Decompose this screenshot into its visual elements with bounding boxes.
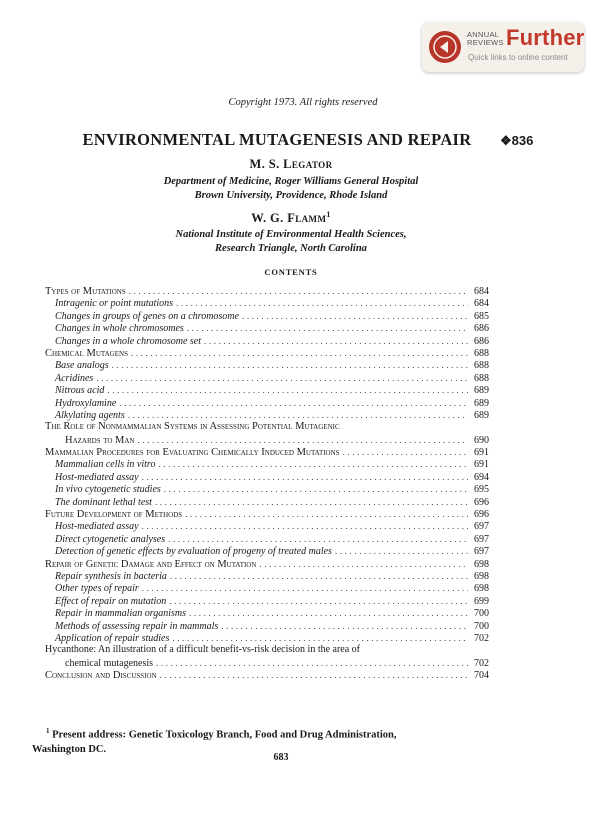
toc-entry-label: Changes in a whole chromosome set — [55, 335, 202, 347]
toc-entry[interactable] — [45, 620, 489, 632]
toc-entry[interactable] — [45, 545, 489, 557]
toc-entry-label: Chemical Mutagens — [45, 347, 128, 359]
toc-leader-dots — [96, 372, 468, 384]
badge-ar-line2: REVIEWS — [467, 38, 504, 47]
toc-entry-page: 690 — [474, 434, 489, 446]
toc-entry-page: 686 — [474, 323, 489, 335]
toc-entry[interactable] — [45, 471, 489, 483]
toc-entry-page: 697 — [474, 521, 489, 533]
toc-entry[interactable] — [45, 669, 489, 681]
toc-entry[interactable] — [45, 347, 489, 359]
toc-entry[interactable] — [45, 496, 489, 508]
badge-ar-line1: ANNUAL — [467, 30, 500, 39]
toc-entry-label: The dominant lethal test — [55, 496, 152, 508]
toc-entry[interactable] — [45, 372, 489, 384]
toc-entry-label: Repair synthesis in bacteria — [55, 570, 167, 582]
toc-leader-dots — [169, 595, 468, 607]
toc-entry[interactable] — [45, 310, 489, 322]
toc-entry-label: Effect of repair on mutation — [55, 595, 167, 607]
toc-entry-label: Alkylating agents — [55, 409, 125, 421]
toc-entry-label: The Role of Nonmammalian Systems in Assessing Potential Mutagenic — [45, 421, 340, 433]
author-1-name: M. S. Legator — [249, 157, 333, 171]
toc-leader-dots — [138, 434, 469, 446]
author-affiliation: National Institute of Environmental Health Sciences, — [175, 229, 407, 240]
toc-entry-label: Repair of Genetic Damage and Effect on Mutation — [45, 558, 257, 570]
toc-entry-label: Base analogs — [55, 360, 109, 372]
toc-entry-page: 688 — [474, 347, 489, 359]
toc-leader-dots — [112, 359, 468, 371]
toc-entry-page: 691 — [474, 447, 489, 459]
reference-number: ❖836 — [500, 133, 534, 148]
toc-entry[interactable] — [45, 397, 489, 409]
toc-entry[interactable] — [45, 508, 489, 520]
toc-entry[interactable] — [45, 409, 489, 421]
toc-entry[interactable] — [45, 520, 489, 532]
toc-leader-dots — [160, 669, 468, 681]
toc-entry[interactable] — [45, 434, 489, 446]
toc-leader-dots — [155, 496, 468, 508]
toc-entry[interactable] — [45, 595, 489, 607]
toc-entry-label: Direct cytogenetic analyses — [55, 533, 166, 545]
toc-leader-dots — [335, 545, 468, 557]
toc-entry-label: Mammalian cells in vitro — [55, 459, 156, 471]
author-2-name: W. G. Flamm — [251, 211, 327, 226]
toc-leader-dots — [221, 620, 468, 632]
toc-entry-page: 700 — [474, 608, 489, 620]
author-affiliation: Department of Medicine, Roger Williams General Hospital — [163, 176, 419, 187]
toc-entry[interactable] — [45, 533, 489, 545]
toc-entry-page: 698 — [474, 570, 489, 582]
toc-entry-page: 704 — [474, 670, 489, 682]
toc-leader-dots — [242, 310, 468, 322]
toc-leader-dots — [107, 384, 468, 396]
author-affiliation: Brown University, Providence, Rhode Island — [194, 190, 388, 201]
toc-entry[interactable] — [45, 446, 489, 458]
article-title: ENVIRONMENTAL MUTAGENESIS AND REPAIR — [82, 130, 472, 149]
table-of-contents — [45, 285, 489, 682]
toc-entry[interactable] — [45, 644, 489, 656]
toc-leader-dots — [129, 285, 468, 297]
toc-entry-label: Nitrous acid — [55, 385, 105, 397]
annual-reviews-logo-text — [467, 31, 504, 47]
toc-entry-label: Future Development of Methods — [45, 509, 183, 521]
toc-entry[interactable] — [45, 421, 489, 433]
toc-leader-dots — [204, 335, 468, 347]
badge-title: Further — [506, 25, 584, 50]
toc-entry[interactable] — [45, 582, 489, 594]
toc-leader-dots — [168, 533, 468, 545]
toc-leader-dots — [187, 322, 468, 334]
toc-entry-label: Host-mediated assay — [55, 521, 139, 533]
toc-entry-page: 702 — [474, 657, 489, 669]
toc-entry-page: 684 — [474, 298, 489, 310]
toc-entry-page: 688 — [474, 360, 489, 372]
toc-leader-dots — [158, 458, 468, 470]
toc-entry[interactable] — [45, 483, 489, 495]
toc-entry[interactable] — [45, 297, 489, 309]
toc-entry-label: Mammalian Procedures for Evaluating Chemically Induced Mutations — [45, 447, 340, 459]
toc-leader-dots — [185, 508, 468, 520]
toc-entry-page: 698 — [474, 583, 489, 595]
toc-entry-page: 696 — [474, 496, 489, 508]
toc-entry[interactable] — [45, 359, 489, 371]
toc-entry-label: Methods of assessing repair in mammals — [55, 620, 219, 632]
toc-entry-label: Hydroxylamine — [55, 397, 117, 409]
toc-entry-page: 688 — [474, 372, 489, 384]
toc-entry-label: chemical mutagenesis — [65, 657, 154, 669]
toc-entry[interactable] — [45, 570, 489, 582]
toc-entry-page: 697 — [474, 533, 489, 545]
toc-entry-page: 689 — [474, 397, 489, 409]
toc-entry-label: Repair in mammalian organisms — [55, 608, 187, 620]
footnote-line: Present address: Genetic Toxicology Branch, Food and Drug Administration, — [52, 729, 397, 741]
toc-leader-dots — [189, 607, 468, 619]
toc-entry-page: 686 — [474, 335, 489, 347]
author-affiliation: Research Triangle, North Carolina — [215, 243, 367, 254]
toc-leader-dots — [142, 471, 468, 483]
toc-leader-dots — [142, 520, 468, 532]
toc-entry-label: Hycanthone: An illustration of a difficult benefit-vs-risk decision in the area of — [45, 644, 361, 656]
toc-leader-dots — [128, 409, 468, 421]
toc-leader-dots — [343, 446, 468, 458]
toc-leader-dots — [176, 297, 468, 309]
toc-entry[interactable] — [45, 632, 489, 644]
footnote-line: Washington DC. — [32, 743, 107, 755]
toc-entry[interactable] — [45, 322, 489, 334]
toc-entry-page: 700 — [474, 620, 489, 632]
play-arrow-icon[interactable] — [429, 31, 461, 63]
toc-entry[interactable] — [45, 285, 489, 297]
toc-entry-page: 689 — [474, 409, 489, 421]
toc-entry[interactable] — [45, 607, 489, 619]
toc-entry-page: 694 — [474, 471, 489, 483]
toc-entry-page: 695 — [474, 484, 489, 496]
toc-entry-label: Intragenic or point mutations — [55, 298, 174, 310]
toc-entry-label: Host-mediated assay — [55, 471, 139, 483]
toc-entry-page: 697 — [474, 546, 489, 558]
toc-entry-label: Conclusion and Discussion — [45, 670, 157, 682]
badge-subtitle: Quick links to online content — [468, 53, 568, 62]
toc-entry[interactable] — [45, 384, 489, 396]
toc-entry-page: 698 — [474, 558, 489, 570]
toc-entry[interactable] — [45, 458, 489, 470]
toc-leader-dots — [131, 347, 468, 359]
toc-entry[interactable] — [45, 335, 489, 347]
author-name — [0, 210, 594, 226]
toc-entry-label: Application of repair studies — [55, 632, 170, 644]
toc-leader-dots — [170, 570, 468, 582]
toc-entry-page: 685 — [474, 310, 489, 322]
toc-entry-label: Hazards to Man — [65, 434, 135, 446]
toc-entry-label: Changes in whole chromosomes — [55, 323, 184, 335]
toc-entry-page: 696 — [474, 509, 489, 521]
author-name — [0, 157, 594, 172]
toc-leader-dots — [164, 483, 468, 495]
toc-entry-page: 691 — [474, 459, 489, 471]
contents-heading: CONTENTS — [264, 267, 318, 277]
toc-leader-dots — [172, 632, 468, 644]
toc-entry-label: Types of Mutations — [45, 286, 126, 297]
toc-entry[interactable] — [45, 558, 489, 570]
toc-entry-label: Other types of repair — [55, 583, 139, 595]
toc-leader-dots — [156, 657, 468, 669]
footnote-marker: 1 — [326, 210, 331, 219]
toc-entry-page: 699 — [474, 595, 489, 607]
toc-entry-label: In vivo cytogenetic studies — [55, 484, 161, 496]
toc-entry-label: Acridines — [55, 372, 94, 384]
toc-leader-dots — [259, 558, 468, 570]
toc-entry-label: Detection of genetic effects by evaluation of progeny of treated males — [55, 546, 332, 558]
toc-leader-dots — [119, 397, 468, 409]
toc-leader-dots — [142, 582, 468, 594]
copyright-notice: Copyright 1973. All rights reserved — [228, 97, 378, 108]
toc-entry-page: 684 — [474, 286, 489, 297]
toc-entry-page: 702 — [474, 632, 489, 644]
toc-entry[interactable] — [45, 657, 489, 669]
toc-entry-label: Changes in groups of genes on a chromosome — [55, 310, 239, 322]
footnote-mark: 1 — [46, 727, 50, 735]
toc-entry-page: 689 — [474, 385, 489, 397]
further-badge[interactable] — [422, 22, 584, 72]
page-number: 683 — [273, 752, 289, 763]
